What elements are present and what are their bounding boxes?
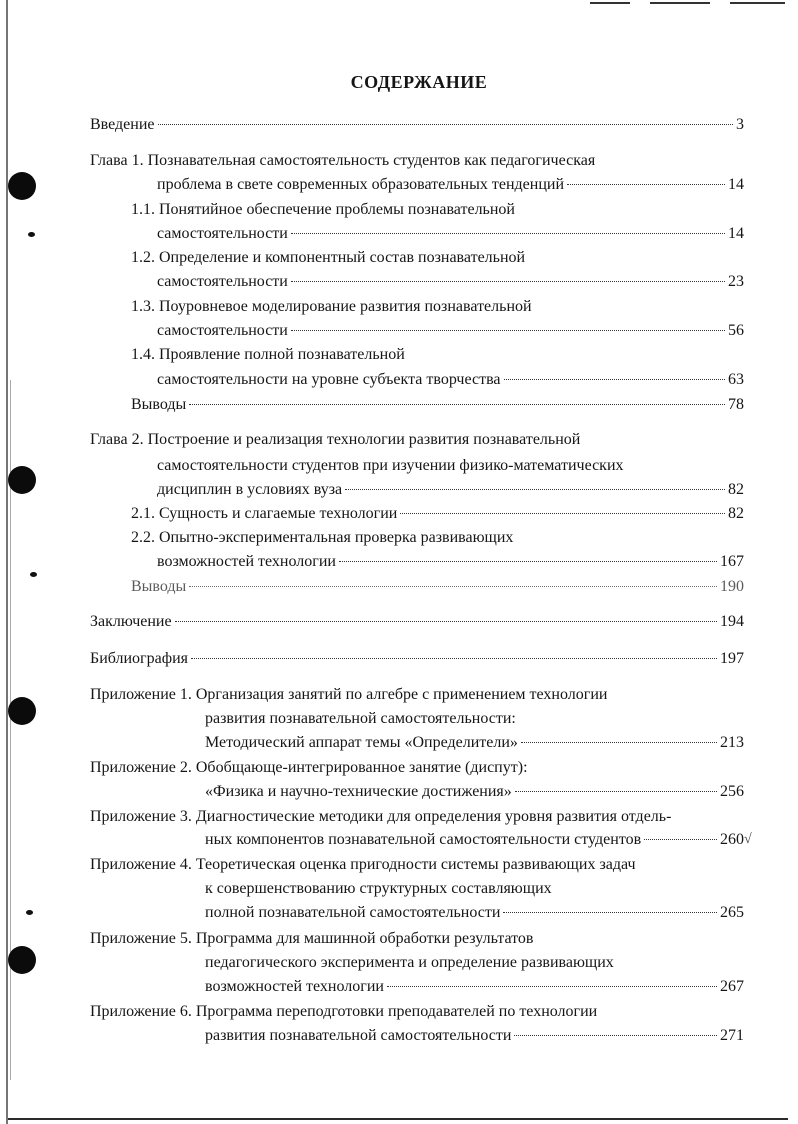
scan-speck [30, 572, 37, 577]
punch-hole [8, 697, 36, 725]
toc-page-number: 271 [720, 1027, 744, 1044]
toc-leader [189, 586, 717, 587]
toc-appendix-1-line2: развития познавательной самостоятельности: [205, 710, 516, 727]
toc-page-number: 82 [728, 505, 744, 522]
toc-entry-text: Методический аппарат темы «Определители» [205, 734, 518, 751]
toc-page-number: 23 [728, 273, 744, 290]
toc-appendix-4-line2: к совершенствованию структурных составляющих [205, 880, 552, 897]
toc-page-number: 256 [720, 783, 744, 800]
toc-section-1-3-line1: 1.3. Поуровневое моделирование развития познавательной [131, 298, 532, 315]
toc-appendix-5-line1: Приложение 5. Программа для машинной обработки результатов [90, 930, 534, 947]
toc-entry-section-1-3 [157, 320, 744, 342]
toc-leader [339, 561, 717, 562]
toc-appendix-4-line1: Приложение 4. Теоретическая оценка пригодности системы развивающих задач [90, 856, 636, 873]
margin-check-mark: √ [744, 832, 752, 847]
toc-chapter-1-line1: Глава 1. Познавательная самостоятельность студентов как педагогическая [90, 152, 596, 169]
toc-section-1-2-line1: 1.2. Определение и компонентный состав познавательной [131, 249, 526, 266]
toc-entry-introduction [90, 114, 744, 136]
toc-leader [158, 124, 734, 125]
toc-entry-text: возможностей технологии [157, 553, 336, 570]
toc-leader [387, 986, 717, 987]
toc-leader [504, 379, 725, 380]
toc-entry-section-2-2 [157, 551, 744, 573]
scan-speck [28, 232, 35, 237]
toc-entry-text: Заключение [90, 613, 172, 630]
toc-entry-text: Введение [90, 116, 155, 133]
toc-leader [291, 281, 725, 282]
toc-entry-text: «Физика и научно-технические достижения» [205, 783, 512, 800]
toc-entry-text: Выводы [131, 396, 187, 413]
scan-speck [26, 910, 33, 915]
toc-entry-text: самостоятельности [157, 273, 288, 290]
toc-leader [400, 513, 725, 514]
toc-entry-text: дисциплин в условиях вуза [157, 481, 343, 498]
toc-page-number: 197 [720, 650, 744, 667]
toc-chapter-2-line2: самостоятельности студентов при изучении физико-математических [157, 457, 624, 474]
toc-section-1-4-line1: 1.4. Проявление полной познавательной [131, 346, 405, 363]
toc-page-number: 82 [728, 481, 744, 498]
toc-entry-conclusions-1 [131, 394, 744, 416]
toc-entry-text: самостоятельности [157, 322, 288, 339]
toc-section-1-1-line1: 1.1. Понятийное обеспечение проблемы познавательной [131, 201, 515, 218]
toc-entry-text: Библиография [90, 650, 188, 667]
toc-leader [644, 839, 717, 840]
toc-leader [291, 330, 725, 331]
toc-entry-appendix-6 [205, 1025, 744, 1047]
toc-entry-chapter-1 [157, 174, 744, 196]
toc-leader [567, 184, 725, 185]
toc-page-number: 167 [720, 553, 744, 570]
punch-hole [8, 946, 36, 974]
scan-top-mark [590, 2, 630, 4]
toc-page-number: 265 [720, 904, 744, 921]
toc-entry-section-2-1 [131, 503, 744, 525]
scan-top-mark [650, 2, 710, 4]
toc-page-number: 63 [728, 371, 744, 388]
toc-appendix-1-line1: Приложение 1. Организация занятий по алгебре с применением технологии [90, 686, 608, 703]
toc-entry-text: полной познавательной самостоятельности [205, 904, 501, 921]
page-title: СОДЕРЖАНИЕ [350, 72, 488, 92]
toc-page-number: 213 [720, 734, 744, 751]
toc-leader [345, 489, 725, 490]
toc-entry-text: Выводы [131, 578, 187, 595]
toc-entry-appendix-4 [205, 902, 744, 924]
toc-entry-conclusion [90, 611, 744, 633]
toc-entry-bibliography [90, 648, 744, 670]
punch-hole [8, 172, 36, 200]
toc-page-number: 78 [728, 396, 744, 413]
toc-leader [189, 404, 725, 405]
scan-bottom-edge [8, 1118, 788, 1120]
toc-page-number: 190 [720, 578, 744, 595]
toc-entry-appendix-3 [205, 829, 744, 851]
toc-entry-section-1-2 [157, 271, 744, 293]
toc-entry-section-1-4 [157, 369, 744, 391]
toc-leader [515, 791, 717, 792]
toc-leader [503, 912, 717, 913]
toc-entry-section-1-1 [157, 223, 744, 245]
toc-leader [521, 742, 717, 743]
toc-appendix-6-line1: Приложение 6. Программа переподготовки преподавателей по технологии [90, 1003, 598, 1020]
toc-entry-appendix-1 [205, 732, 744, 754]
toc-section-2-2-line1: 2.2. Опытно-экспериментальная проверка развивающих [131, 529, 514, 546]
toc-entry-text: проблема в свете современных образовательных тенденций [157, 176, 565, 193]
toc-page-number: 56 [728, 322, 744, 339]
toc-entry-text: ных компонентов познавательной самостоятельности студентов [205, 831, 642, 848]
toc-entry-appendix-2 [205, 781, 744, 803]
toc-page-number: 267 [720, 978, 744, 995]
toc-page-number: 14 [728, 176, 744, 193]
punch-hole [8, 466, 36, 494]
toc-entry-conclusions-2 [131, 576, 744, 598]
toc-entry-text: возможностей технологии [205, 978, 384, 995]
toc-page-number: 14 [728, 225, 744, 242]
toc-entry-text: развития познавательной самостоятельности [205, 1027, 512, 1044]
scan-top-mark [730, 2, 785, 4]
toc-entry-text: самостоятельности на уровне субъекта творчества [157, 371, 501, 388]
toc-entry-chapter-2 [157, 479, 744, 501]
toc-entry-appendix-5 [205, 976, 744, 998]
toc-appendix-3-line1: Приложение 3. Диагностические методики для определения уровня развития отдель- [90, 808, 672, 825]
toc-leader [175, 621, 717, 622]
toc-page-number: 3 [736, 116, 744, 133]
toc-leader [191, 658, 717, 659]
toc-page-number: 194 [720, 613, 744, 630]
toc-chapter-2-line1: Глава 2. Построение и реализация технологии развития познавательной [90, 431, 581, 448]
toc-leader [514, 1035, 717, 1036]
toc-appendix-5-line2: педагогического эксперимента и определение развивающих [205, 954, 614, 971]
toc-entry-text: 2.1. Сущность и слагаемые технологии [131, 505, 398, 522]
toc-entry-text: самостоятельности [157, 225, 288, 242]
toc-page-number: 260 [720, 831, 744, 848]
toc-leader [291, 233, 725, 234]
toc-appendix-2-line1: Приложение 2. Обобщающе-интегрированное занятие (диспут): [90, 759, 528, 776]
